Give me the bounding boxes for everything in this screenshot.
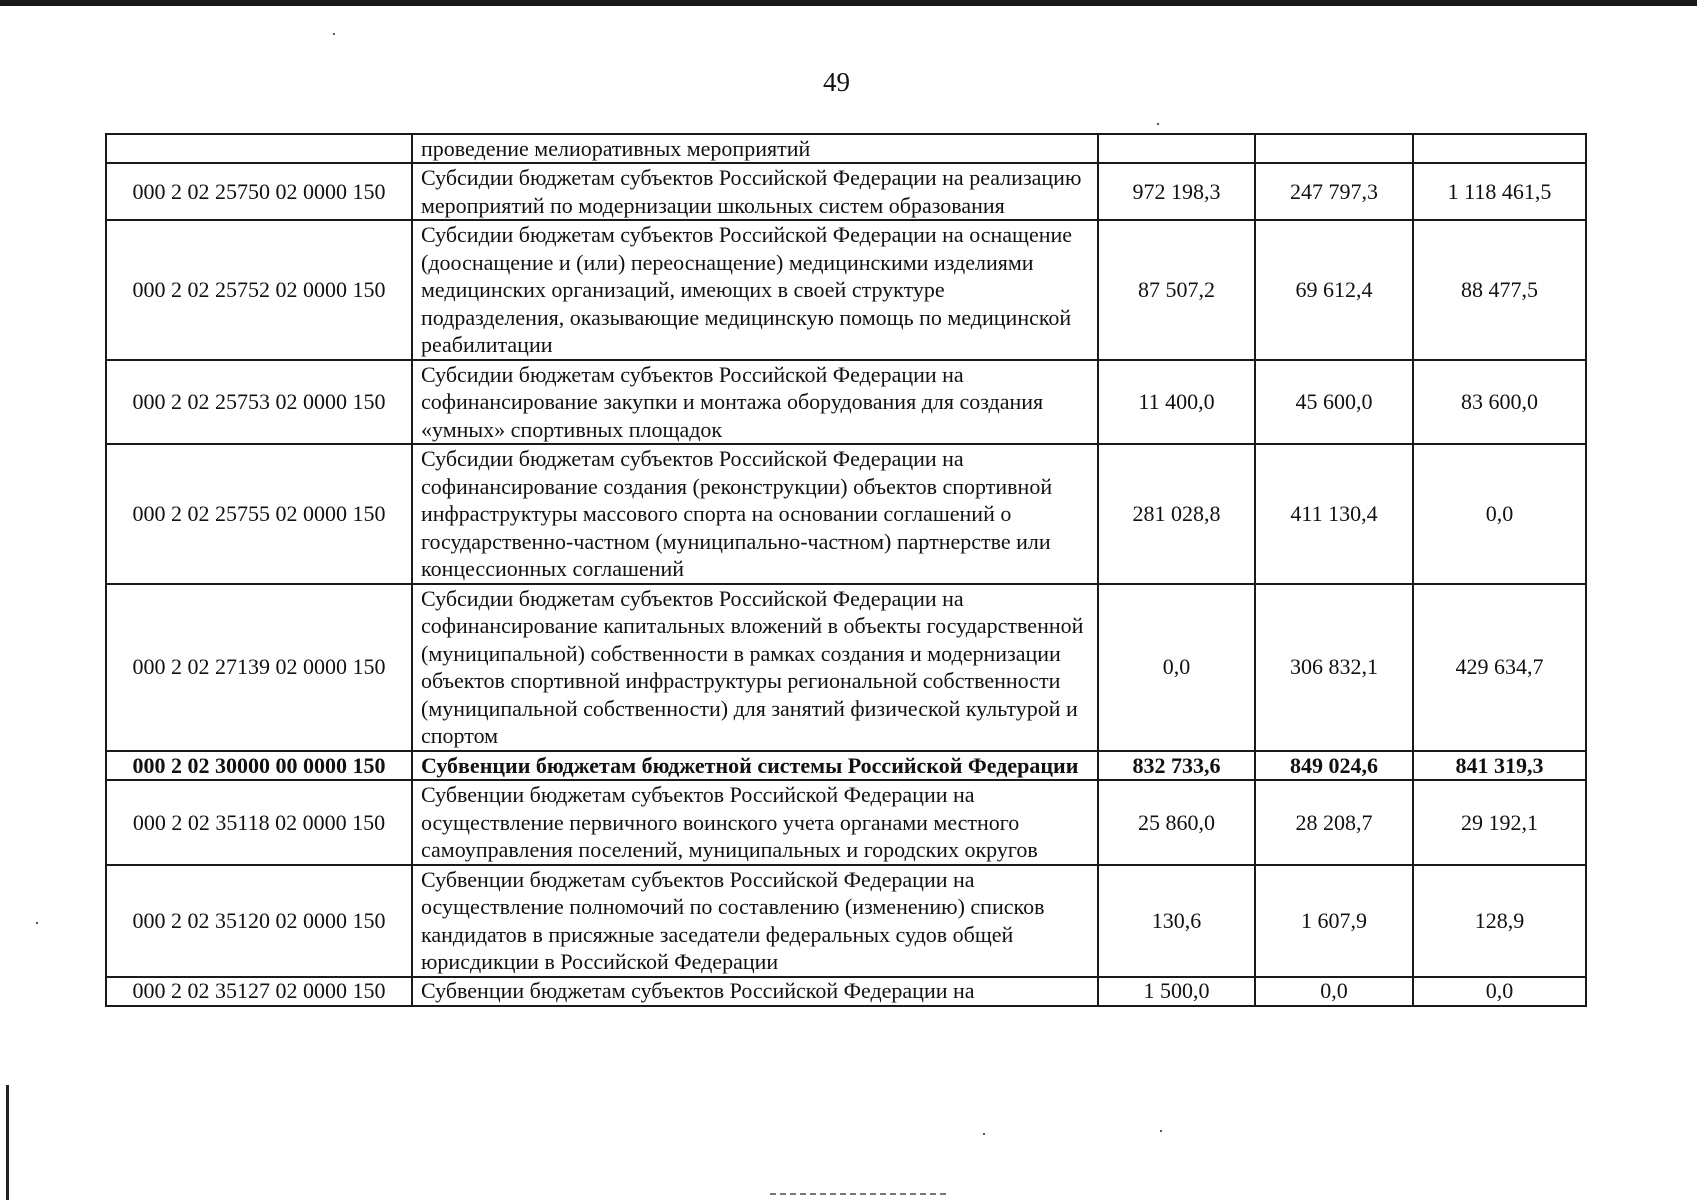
scan-speck [1157, 123, 1159, 125]
amount-cell-2: 28 208,7 [1255, 780, 1413, 865]
amount-cell-2: 1 607,9 [1255, 865, 1413, 977]
amount-cell-1: 87 507,2 [1098, 220, 1255, 360]
amount-cell-2: 69 612,4 [1255, 220, 1413, 360]
table-row [106, 584, 1586, 751]
amount-cell-3: 128,9 [1413, 865, 1586, 977]
budget-code-cell [106, 134, 412, 163]
amount-cell-3: 1 118 461,5 [1413, 163, 1586, 220]
amount-cell-3: 841 319,3 [1413, 751, 1586, 781]
description-cell: Субсидии бюджетам субъектов Российской Федерации на софинансирование создания (реконструкции) объектов спортивной инфраструктуры массового спорта на основании соглашений о государственно-частном (муниципально-частном) партнерстве или концессионных соглашений [412, 444, 1098, 584]
table-row [106, 977, 1586, 1006]
budget-table [105, 133, 1587, 1007]
page-number: 49 [823, 67, 850, 97]
top-scan-border [0, 0, 1697, 6]
table-row [106, 220, 1586, 360]
scan-speck [983, 1133, 985, 1135]
amount-cell-2: 306 832,1 [1255, 584, 1413, 751]
budget-code-cell: 000 2 02 35118 02 0000 150 [106, 780, 412, 865]
amount-cell-2: 45 600,0 [1255, 360, 1413, 445]
amount-cell-1: 832 733,6 [1098, 751, 1255, 781]
budget-code-cell: 000 2 02 25750 02 0000 150 [106, 163, 412, 220]
amount-cell-3: 0,0 [1413, 977, 1586, 1006]
table-row [106, 780, 1586, 865]
left-scan-edge [6, 1085, 9, 1200]
description-cell: Субвенции бюджетам субъектов Российской Федерации на [412, 977, 1098, 1006]
description-cell: Субвенции бюджетам субъектов Российской Федерации на осуществление полномочий по составлению (изменению) списков кандидатов в присяжные заседатели федеральных судов общей юрисдикции в Российской Федерации [412, 865, 1098, 977]
amount-cell-3: 88 477,5 [1413, 220, 1586, 360]
table-row [106, 444, 1586, 584]
table-row [106, 360, 1586, 445]
scan-speck [1160, 1130, 1162, 1132]
scan-speck [333, 33, 335, 35]
budget-code-cell: 000 2 02 30000 00 0000 150 [106, 751, 412, 781]
amount-cell-1: 25 860,0 [1098, 780, 1255, 865]
amount-cell-1: 0,0 [1098, 584, 1255, 751]
amount-cell-1: 130,6 [1098, 865, 1255, 977]
scan-speck [36, 922, 38, 924]
amount-cell-1 [1098, 134, 1255, 163]
description-cell: Субсидии бюджетам субъектов Российской Федерации на реализацию мероприятий по модернизации школьных систем образования [412, 163, 1098, 220]
budget-code-cell: 000 2 02 25752 02 0000 150 [106, 220, 412, 360]
amount-cell-1: 972 198,3 [1098, 163, 1255, 220]
description-cell: Субсидии бюджетам субъектов Российской Федерации на оснащение (дооснащение и (или) переоснащение) медицинскими изделиями медицинских организаций, имеющих в своей структуре подразделения, оказывающие медицинскую помощь по медицинской реабилитации [412, 220, 1098, 360]
scan-smudge [770, 1193, 950, 1195]
amount-cell-3: 83 600,0 [1413, 360, 1586, 445]
description-cell: Субвенции бюджетам бюджетной системы Российской Федерации [412, 751, 1098, 781]
amount-cell-3: 29 192,1 [1413, 780, 1586, 865]
description-cell: Субсидии бюджетам субъектов Российской Федерации на софинансирование капитальных вложений в объекты государственной (муниципальной) собственности в рамках создания и модернизации объектов спортивной инфраструктуры региональной собственности (муниципальной собственности) для занятий физической культурой и спортом [412, 584, 1098, 751]
amount-cell-3: 429 634,7 [1413, 584, 1586, 751]
amount-cell-2: 411 130,4 [1255, 444, 1413, 584]
amount-cell-1: 1 500,0 [1098, 977, 1255, 1006]
amount-cell-2 [1255, 134, 1413, 163]
amount-cell-2: 849 024,6 [1255, 751, 1413, 781]
amount-cell-3: 0,0 [1413, 444, 1586, 584]
amount-cell-3 [1413, 134, 1586, 163]
budget-code-cell: 000 2 02 27139 02 0000 150 [106, 584, 412, 751]
description-cell: проведение мелиоративных мероприятий [412, 134, 1098, 163]
budget-code-cell: 000 2 02 25753 02 0000 150 [106, 360, 412, 445]
amount-cell-1: 281 028,8 [1098, 444, 1255, 584]
table-row [106, 134, 1586, 163]
amount-cell-1: 11 400,0 [1098, 360, 1255, 445]
description-cell: Субвенции бюджетам субъектов Российской Федерации на осуществление первичного воинского учета органами местного самоуправления поселений, муниципальных и городских округов [412, 780, 1098, 865]
table-row-subtotal [106, 751, 1586, 781]
table-row [106, 865, 1586, 977]
table-row [106, 163, 1586, 220]
budget-code-cell: 000 2 02 25755 02 0000 150 [106, 444, 412, 584]
amount-cell-2: 247 797,3 [1255, 163, 1413, 220]
description-cell: Субсидии бюджетам субъектов Российской Федерации на софинансирование закупки и монтажа оборудования для создания «умных» спортивных площадок [412, 360, 1098, 445]
budget-code-cell: 000 2 02 35127 02 0000 150 [106, 977, 412, 1006]
amount-cell-2: 0,0 [1255, 977, 1413, 1006]
budget-code-cell: 000 2 02 35120 02 0000 150 [106, 865, 412, 977]
